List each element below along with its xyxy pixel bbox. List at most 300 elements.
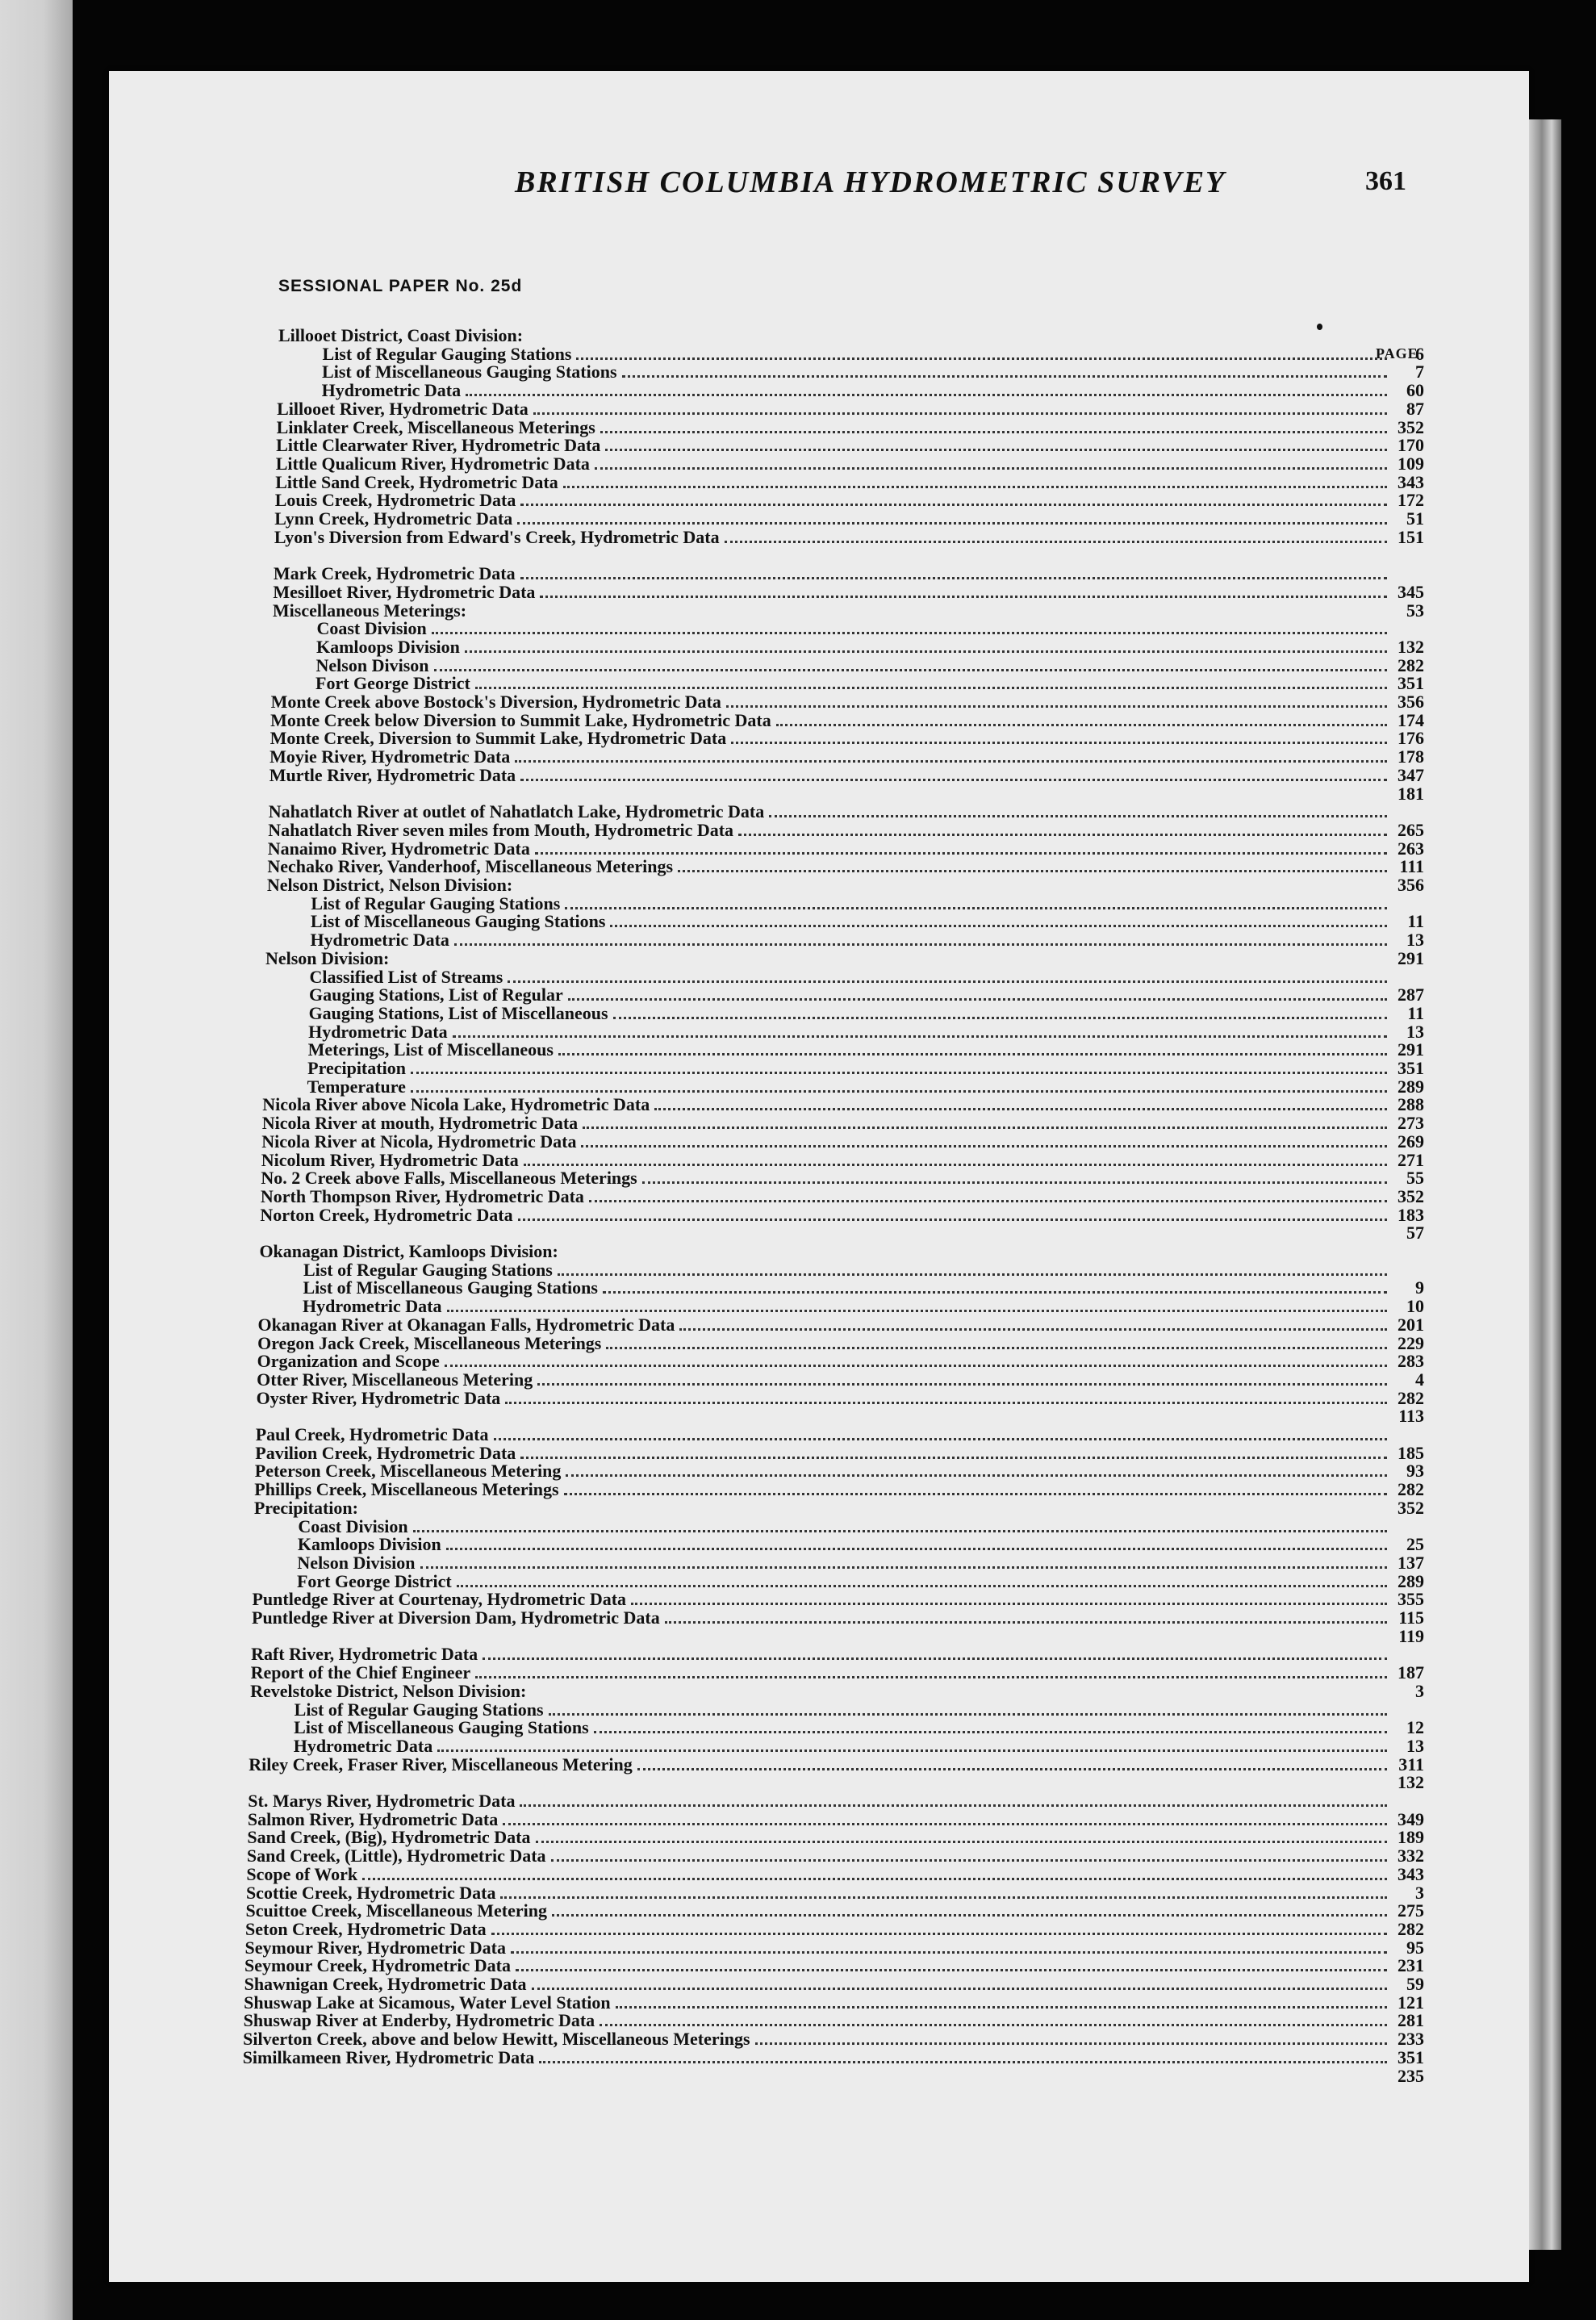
index-entry (297, 1553, 1424, 1573)
entry-label: Nicola River at Nicola, Hydrometric Data (261, 1131, 577, 1152)
dot-leader (515, 760, 1387, 763)
index-entry (242, 2067, 1424, 2086)
dot-leader (445, 1365, 1387, 1367)
dot-leader (524, 1164, 1387, 1166)
entry-page-number: 10 (1406, 1296, 1424, 1317)
entry-page-number: 11 (1407, 911, 1424, 932)
entry-page-number: 93 (1406, 1461, 1424, 1482)
index-entry (294, 1718, 1424, 1737)
dot-leader (600, 431, 1387, 433)
entry-label: Otter River, Miscellaneous Metering (257, 1369, 533, 1390)
entry-page-number: 119 (1398, 1625, 1424, 1646)
entry-label: Monte Creek, Diversion to Summit Lake, Hydrometric Data (269, 728, 727, 749)
dot-leader (551, 1859, 1387, 1862)
entry-page-number: 132 (1397, 636, 1424, 657)
dot-leader (622, 375, 1387, 378)
dot-leader (413, 1530, 1387, 1532)
entry-label: Nicolum River, Hydrometric Data (261, 1149, 519, 1170)
dot-leader (494, 1438, 1387, 1440)
index-entry (260, 1206, 1424, 1225)
dot-leader (465, 650, 1387, 653)
entry-page-number: 53 (1406, 600, 1424, 621)
entry-label: Riley Creek, Fraser River, Miscellaneous Metering (249, 1754, 633, 1774)
entry-label: Report of the Chief Engineer (250, 1662, 471, 1683)
dot-leader (511, 1951, 1387, 1954)
index-entry (303, 1260, 1424, 1280)
entry-label: Kamloops Division (315, 636, 460, 657)
index-entry (261, 1151, 1424, 1170)
entry-label: Nanaimo River, Hydrometric Data (267, 838, 530, 859)
index-entry (265, 949, 1424, 968)
entry-page-number: 343 (1397, 471, 1424, 492)
entry-label: Linklater Creek, Miscellaneous Meterings (276, 416, 595, 437)
index-entry (303, 1297, 1424, 1316)
dot-leader (536, 1841, 1387, 1843)
entry-label: Lynn Creek, Hydrometric Data (274, 508, 513, 529)
index-entry (316, 619, 1424, 638)
dot-leader (483, 1657, 1387, 1660)
index-entry (316, 637, 1424, 657)
index-entry (249, 1755, 1424, 1774)
entry-page-number: 132 (1397, 1772, 1424, 1793)
index-entry (267, 876, 1424, 895)
entry-label: Sand Creek, (Big), Hydrometric Data (247, 1827, 531, 1848)
index-entry (257, 1352, 1424, 1371)
entry-label: Shuswap Lake at Sicamous, Water Level Station (244, 1992, 611, 2013)
entry-label: Okanagan District, Kamloops Division: (259, 1241, 558, 1261)
dot-leader (565, 907, 1387, 909)
dot-leader (520, 1804, 1387, 1807)
entry-label: Precipitation (307, 1058, 406, 1078)
entry-label: List of Regular Gauging Stations (294, 1699, 544, 1720)
entry-page-number: 174 (1397, 709, 1424, 730)
entry-page-number: 291 (1397, 947, 1424, 968)
entry-page-number: 9 (1414, 1277, 1424, 1298)
entry-label: Temperature (307, 1076, 406, 1097)
dot-leader (520, 779, 1387, 781)
entry-label: Fort George District (315, 673, 470, 694)
dot-leader (420, 1566, 1387, 1569)
entry-label: Nelson Divison (315, 654, 429, 675)
dot-leader (505, 1402, 1387, 1404)
dot-leader (540, 596, 1387, 598)
entry-label: Seymour Creek, Hydrometric Data (244, 1955, 511, 1976)
entry-label: St. Marys River, Hydrometric Data (248, 1791, 516, 1811)
entry-page-number: 281 (1397, 2010, 1424, 2031)
entry-label: Scuittoe Creek, Miscellaneous Metering (245, 1900, 547, 1921)
index-entry (256, 1425, 1424, 1444)
entry-label: Gauging Stations, List of Regular (309, 984, 563, 1005)
index-entry (322, 362, 1424, 382)
entry-page-number: 13 (1406, 1735, 1424, 1756)
index-entry (267, 857, 1424, 876)
index-entry (245, 1901, 1424, 1921)
entry-page-number: 181 (1397, 783, 1424, 804)
entry-page-number: 11 (1407, 1002, 1424, 1023)
dot-leader (616, 2006, 1387, 2009)
entry-label: North Thompson River, Hydrometric Data (260, 1185, 584, 1206)
dot-leader (475, 687, 1387, 689)
entry-label: Puntledge River at Courtenay, Hydrometric Data (252, 1589, 627, 1610)
index-entry (275, 491, 1424, 510)
index-entry (254, 1480, 1424, 1499)
entry-page-number: 282 (1397, 1918, 1424, 1939)
entry-page-number: 332 (1397, 1846, 1424, 1866)
dot-leader (537, 1383, 1387, 1386)
index-entry (310, 930, 1424, 950)
entry-page-number: 282 (1397, 1479, 1424, 1500)
entry-page-number: 13 (1406, 930, 1424, 951)
entry-page-number: 282 (1397, 654, 1424, 675)
dot-leader (362, 1878, 1387, 1880)
entry-label: Mark Creek, Hydrometric Data (273, 563, 516, 584)
index-entry (298, 1517, 1424, 1536)
entry-page-number: 282 (1397, 1387, 1424, 1408)
index-entry (261, 1168, 1424, 1188)
entry-page-number: 111 (1399, 856, 1424, 877)
dot-leader (606, 1347, 1387, 1349)
index-entry (255, 1461, 1424, 1481)
entry-label: Gauging Stations, List of Miscellaneous (308, 1002, 608, 1023)
entry-label: Hydrometric Data (293, 1735, 433, 1756)
entry-page-number: 273 (1397, 1113, 1424, 1134)
entry-page-number: 201 (1397, 1314, 1424, 1335)
index-entry (243, 2048, 1424, 2067)
dot-leader (605, 449, 1387, 451)
entry-label: Lillooet District, Coast Division: (278, 325, 524, 345)
entry-label: List of Miscellaneous Gauging Stations (310, 911, 606, 932)
entry-page-number: 275 (1397, 1900, 1424, 1921)
entry-page-number: 3 (1414, 1680, 1424, 1701)
entry-page-number: 4 (1414, 1369, 1424, 1390)
entry-label: Nahatlatch River at outlet of Nahatlatch Lake, Hydrometric Data (268, 801, 765, 822)
index-entry (277, 418, 1424, 437)
index-entry (273, 601, 1424, 621)
entry-page-number: 271 (1397, 1149, 1424, 1170)
index-entry (274, 564, 1424, 583)
entry-label: Nelson District, Nelson Division: (266, 875, 513, 895)
entry-page-number: 356 (1397, 692, 1424, 712)
index-entry (250, 1682, 1424, 1701)
entry-label: Coast Division (316, 618, 427, 639)
entry-label: Coast Division (298, 1515, 408, 1536)
entry-label: No. 2 Creek above Falls, Miscellaneous Meterings (261, 1168, 637, 1189)
entry-page-number: 176 (1397, 728, 1424, 749)
entry-label: Phillips Creek, Miscellaneous Meterings (254, 1479, 559, 1500)
entry-page-number: 57 (1406, 1223, 1424, 1244)
index-entry (268, 839, 1424, 859)
entry-label: Miscellaneous Meterings: (272, 600, 467, 621)
dot-leader (642, 1181, 1387, 1184)
entry-label: List of Regular Gauging Stations (311, 892, 561, 913)
entry-page-number: 289 (1397, 1076, 1424, 1097)
page-number: 361 (1365, 166, 1406, 196)
entry-page-number: 347 (1397, 764, 1424, 785)
index-entry (276, 436, 1424, 455)
entry-page-number: 287 (1397, 984, 1424, 1005)
entry-page-number: 87 (1406, 398, 1424, 419)
dot-leader (411, 1090, 1387, 1093)
dot-leader (475, 1676, 1387, 1678)
index-entry (244, 1975, 1424, 1994)
entry-page-number: 187 (1397, 1662, 1424, 1683)
entry-page-number: 352 (1397, 1185, 1424, 1206)
index-entry (261, 1187, 1424, 1206)
entry-page-number: 351 (1397, 2046, 1424, 2067)
index-entry (277, 399, 1424, 419)
dot-leader (600, 2024, 1387, 2026)
entry-label: Norton Creek, Hydrometric Data (260, 1204, 513, 1225)
entry-page-number: 235 (1397, 2065, 1424, 2086)
index-entry (309, 1004, 1424, 1023)
dot-leader (454, 943, 1387, 946)
entry-label: Sand Creek, (Little), Hydrometric Data (246, 1846, 546, 1866)
entry-page-number: 351 (1397, 673, 1424, 694)
dot-leader (731, 742, 1387, 744)
entry-page-number: 183 (1397, 1204, 1424, 1225)
dot-leader (726, 705, 1387, 708)
index-entry (251, 1663, 1424, 1683)
index-entry (245, 1920, 1424, 1939)
entry-page-number: 356 (1397, 875, 1424, 895)
entry-label: Scope of Work (246, 1863, 358, 1884)
index-entry (247, 1846, 1424, 1866)
entry-label: Nahatlatch River seven miles from Mouth, Hydrometric Data (268, 819, 734, 840)
index-entry (249, 1773, 1424, 1792)
entry-label: Hydrometric Data (321, 380, 462, 401)
entry-label: Moyie River, Hydrometric Data (269, 746, 511, 767)
dot-leader (566, 1474, 1387, 1477)
entry-page-number: 170 (1397, 435, 1424, 456)
index-entry (256, 1407, 1424, 1426)
running-title: BRITISH COLUMBIA HYDROMETRIC SURVEY (515, 165, 1226, 199)
index-entry (274, 509, 1424, 529)
dot-leader (769, 815, 1387, 817)
dot-leader (500, 1896, 1387, 1899)
entry-page-number: 311 (1398, 1754, 1424, 1774)
entry-label: Classified List of Streams (309, 966, 503, 987)
index-entry (323, 345, 1424, 364)
index-entry (245, 1938, 1424, 1958)
entry-page-number: 59 (1406, 1974, 1424, 1994)
index-entry (311, 912, 1424, 931)
index-entry (270, 729, 1424, 748)
entry-page-number: 291 (1397, 1039, 1424, 1060)
entry-page-number: 55 (1406, 1168, 1424, 1189)
dot-leader (654, 1108, 1387, 1110)
index-entry (268, 821, 1424, 840)
dot-leader (776, 724, 1387, 726)
entry-page-number: 109 (1397, 453, 1424, 474)
dot-leader (613, 1017, 1387, 1019)
entry-page-number: 151 (1397, 526, 1424, 547)
dot-leader (503, 1823, 1387, 1825)
entry-page-number: 60 (1406, 380, 1424, 401)
dot-leader (446, 1548, 1387, 1550)
dot-leader (411, 1072, 1387, 1074)
entry-label: Nicola River at mouth, Hydrometric Data (261, 1113, 579, 1134)
dot-leader (755, 2042, 1387, 2045)
index-entry (244, 1956, 1424, 1975)
entry-label: Peterson Creek, Miscellaneous Metering (254, 1461, 562, 1482)
index-entry (303, 1278, 1424, 1298)
entry-label: Scottie Creek, Hydrometric Data (245, 1882, 496, 1903)
entry-page-number: 263 (1397, 838, 1424, 859)
dot-leader (437, 1749, 1387, 1752)
dot-leader (552, 1914, 1387, 1917)
index-entry (278, 326, 1424, 345)
dot-leader (520, 1457, 1387, 1459)
entry-label: Puntledge River at Diversion Dam, Hydrometric Data (252, 1607, 660, 1628)
entry-label: Silverton Creek, above and below Hewitt, Miscellaneous Meterings (243, 2029, 750, 2050)
index-entry (244, 1993, 1424, 2013)
entry-label: Precipitation: (253, 1497, 358, 1518)
index-entry (257, 1370, 1424, 1390)
entry-label: Salmon River, Hydrometric Data (247, 1808, 499, 1829)
index-entry (257, 1334, 1424, 1353)
entry-label: Hydrometric Data (308, 1021, 448, 1042)
entry-label: Pavilion Creek, Hydrometric Data (255, 1442, 516, 1463)
dot-leader (568, 998, 1387, 1001)
entry-label: Hydrometric Data (303, 1296, 442, 1317)
entry-page-number: 343 (1397, 1863, 1424, 1884)
entry-page-number: 51 (1406, 508, 1424, 529)
entry-label: Shuswap River at Enderby, Hydrometric Data (243, 2010, 595, 2031)
entry-label: Raft River, Hydrometric Data (251, 1644, 478, 1665)
entry-page-number: 178 (1397, 746, 1424, 767)
dot-leader (725, 541, 1387, 543)
dot-leader (549, 1713, 1387, 1716)
dot-leader (432, 632, 1387, 634)
entry-label: Nelson Division: (265, 947, 390, 968)
dot-leader (517, 522, 1387, 525)
entry-page-number: 349 (1397, 1808, 1424, 1829)
entry-page-number: 185 (1397, 1442, 1424, 1463)
entry-label: Little Clearwater River, Hydrometric Data (276, 435, 601, 456)
index-entry (246, 1883, 1424, 1903)
page-column-label: PAGE (1376, 345, 1418, 362)
index-entry (311, 894, 1424, 913)
dot-leader (520, 504, 1387, 506)
entry-label: Okanagan River at Okanagan Falls, Hydrometric Data (257, 1314, 675, 1335)
dot-leader (457, 1585, 1387, 1587)
entry-page-number: 345 (1397, 581, 1424, 602)
entry-label: Nechako River, Vanderhoof, Miscellaneous Meterings (267, 856, 674, 877)
index-entry (295, 1700, 1424, 1720)
entry-page-number: 189 (1397, 1827, 1424, 1848)
dot-leader (535, 852, 1387, 855)
index-entry (297, 1572, 1424, 1591)
entry-page-number: 351 (1397, 1058, 1424, 1078)
entry-label: Mesilloet River, Hydrometric Data (273, 581, 536, 602)
entry-label: Monte Creek below Diversion to Summit Lake, Hydrometric Data (270, 709, 771, 730)
index-entry (247, 1828, 1424, 1847)
entry-page-number: 13 (1406, 1021, 1424, 1042)
entry-page-number: 288 (1397, 1094, 1424, 1115)
dot-leader (581, 1145, 1387, 1147)
entry-page-number: 121 (1397, 1992, 1424, 2013)
entry-label: Little Qualicum River, Hydrometric Data (275, 453, 590, 474)
index-entry (261, 1132, 1424, 1152)
entry-label: Seymour River, Hydrometric Data (244, 1937, 506, 1958)
index-entry (257, 1389, 1424, 1408)
index-entry (269, 802, 1424, 821)
index-entry (274, 528, 1424, 547)
index-entry (243, 2029, 1424, 2049)
dot-leader (539, 2061, 1387, 2063)
index-entry (275, 473, 1424, 492)
entry-label: Oregon Jack Creek, Miscellaneous Meterings (257, 1332, 602, 1353)
index-entry (269, 784, 1424, 804)
index-entry (254, 1499, 1424, 1518)
index-entry (273, 583, 1424, 602)
entry-page-number: 113 (1398, 1406, 1424, 1427)
entry-label: Shawnigan Creek, Hydrometric Data (244, 1974, 527, 1994)
dot-leader (738, 834, 1387, 836)
index-entry (246, 1865, 1424, 1884)
entry-page-number: 352 (1397, 416, 1424, 437)
index-entry (258, 1315, 1424, 1335)
index-entry (252, 1627, 1424, 1646)
index-entry (248, 1810, 1424, 1829)
dot-leader (508, 980, 1387, 983)
dot-leader (518, 1219, 1387, 1221)
index-entry (316, 656, 1424, 675)
entry-label: Oyster River, Hydrometric Data (256, 1387, 501, 1408)
index-entry (307, 1059, 1424, 1078)
dot-leader (631, 1603, 1387, 1605)
dot-leader (603, 1291, 1387, 1294)
index-entry (262, 1095, 1424, 1114)
entry-label: Lillooet River, Hydrometric Data (277, 398, 529, 419)
index-entry (271, 692, 1424, 712)
index-entry (248, 1791, 1424, 1811)
dot-leader (491, 1933, 1387, 1935)
index-entry (276, 454, 1424, 474)
dot-leader (558, 1053, 1387, 1055)
entry-label: Fort George District (296, 1570, 452, 1591)
entry-label: Nicola River above Nicola Lake, Hydrometric Data (262, 1094, 650, 1115)
dot-leader (520, 577, 1387, 579)
entry-label: Similkameen River, Hydrometric Data (242, 2046, 535, 2067)
dot-leader (434, 669, 1387, 671)
index-entry (252, 1608, 1424, 1628)
entry-label: List of Miscellaneous Gauging Stations (322, 362, 617, 382)
dot-leader (563, 486, 1387, 488)
dot-leader (466, 394, 1387, 396)
entry-label: Kamloops Division (297, 1534, 441, 1555)
entry-label: Revelstoke District, Nelson Division: (250, 1680, 527, 1701)
dot-leader (679, 1328, 1387, 1331)
entry-label: Little Sand Creek, Hydrometric Data (275, 471, 558, 492)
index-entry (259, 1242, 1424, 1261)
entry-page-number: 172 (1397, 490, 1424, 511)
dot-leader (583, 1127, 1387, 1129)
entry-page-number: 231 (1397, 1955, 1424, 1976)
dot-leader (595, 467, 1387, 470)
entry-page-number: 95 (1406, 1937, 1424, 1958)
entry-page-number: 233 (1397, 2029, 1424, 2050)
entry-page-number: 137 (1397, 1552, 1424, 1573)
dot-leader (594, 1731, 1387, 1733)
dot-leader (589, 1200, 1387, 1202)
entry-label: Organization and Scope (257, 1351, 440, 1372)
index-entry (310, 968, 1424, 987)
entry-page-number: 289 (1397, 1570, 1424, 1591)
entry-label: List of Regular Gauging Stations (322, 343, 572, 364)
entry-page-number: 6 (1414, 343, 1424, 364)
entry-page-number: 265 (1397, 819, 1424, 840)
